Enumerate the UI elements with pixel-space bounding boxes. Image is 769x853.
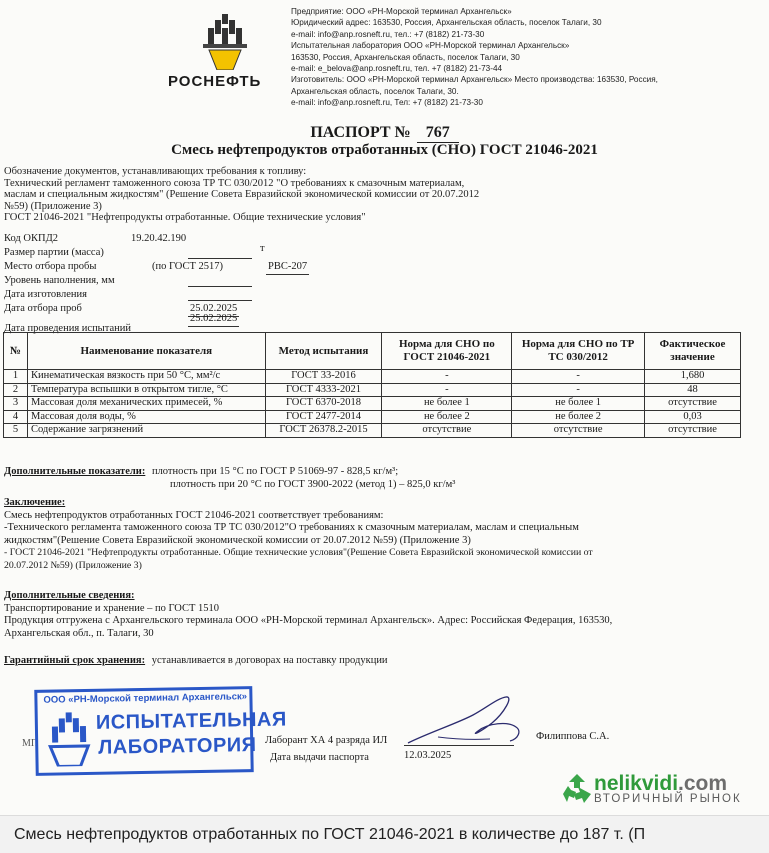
header-line: e-mail: info@anp.rosneft.ru, тел.: +7 (8182) 21-73-30 — [291, 29, 485, 39]
norm-trts: - — [512, 383, 645, 397]
column-header: Метод испытания — [265, 333, 382, 370]
column-header: № — [4, 333, 28, 370]
fill-level-value — [188, 274, 252, 287]
conclusion-block — [4, 497, 746, 572]
sample-fields — [4, 232, 308, 334]
parameter-name: Содержание загрязнений — [27, 424, 265, 438]
density-20: плотность при 20 °С по ГОСТ 3900-2022 (метод 1) – 825,0 кг/м³ — [170, 478, 456, 490]
sampling-place-label: Место отбора пробы — [4, 261, 97, 272]
passport-title — [0, 124, 769, 143]
header-line: Архангельская область, поселок Талаги, 30. — [291, 86, 459, 96]
header-line: 163530, Россия, Архангельская область, поселок Талаги, 30 — [291, 52, 520, 62]
parameter-name: Кинематическая вязкость при 50 °С, мм²/с — [27, 370, 265, 384]
parameter-name: Массовая доля механических примесей, % — [27, 397, 265, 411]
actual-value: отсутствие — [645, 424, 741, 438]
norm-trts: отсутствие — [512, 424, 645, 438]
table-header-row — [4, 333, 741, 370]
norm-gost: - — [382, 370, 512, 384]
requirements-line: Обозначение документов, устанавливающих требования к топливу: — [4, 166, 307, 177]
test-method: ГОСТ 33-2016 — [265, 370, 382, 384]
column-header: Норма для СНО по ГОСТ 21046-2021 — [382, 333, 512, 370]
issue-date-value: 12.03.2025 — [404, 750, 452, 761]
row-number: 3 — [4, 397, 28, 411]
actual-value: 48 — [645, 383, 741, 397]
table-row — [4, 424, 741, 438]
issue-date-label: Дата выдачи паспорта — [270, 752, 369, 763]
norm-trts: - — [512, 370, 645, 384]
table-row — [4, 370, 741, 384]
requirements-block — [4, 166, 744, 224]
additional-indicators — [4, 466, 746, 491]
sampling-date-value: 25.02.2025 — [188, 302, 239, 317]
sampling-place-value: РВС-207 — [266, 260, 309, 275]
parameter-name: Температура вспышки в открытом тигле, °С — [27, 383, 265, 397]
test-method: ГОСТ 2477-2014 — [265, 410, 382, 424]
row-number: 5 — [4, 424, 28, 438]
recycle-icon — [560, 772, 594, 806]
fill-level-label: Уровень наполнения, мм — [4, 275, 115, 286]
column-header: Норма для СНО по ТР ТС 030/2012 — [512, 333, 645, 370]
norm-gost: не более 1 — [382, 397, 512, 411]
header-line: Юридический адрес: 163530, Россия, Архангельская область, поселок Талаги, 30 — [291, 18, 602, 28]
watermark-brand-prefix: nelikvidi — [594, 772, 679, 795]
requirements-line: №59) (Приложение 3) — [4, 200, 102, 212]
requirements-line: маслам и специальным жидкостям" (Решение Совета Евразийской экономической комиссии от 20.07.2012 — [4, 189, 480, 201]
batch-unit: т — [260, 243, 265, 254]
table-body — [4, 370, 741, 438]
norm-trts: не более 2 — [512, 410, 645, 424]
signer-position: Лаборант ХА 4 разряда ИЛ — [265, 735, 388, 746]
sampling-place-gost: (по ГОСТ 2517) — [152, 261, 224, 272]
test-date-label: Дата проведения испытаний — [4, 323, 131, 334]
header-line: e-mail: info@anp.rosneft.ru, Тел: +7 (8182) 21-73-30 — [291, 98, 483, 108]
row-number: 4 — [4, 410, 28, 424]
logo-text: РОСНЕФТЬ — [168, 73, 262, 90]
table-row — [4, 397, 741, 411]
stamp-line-1: ИСПЫТАТЕЛЬНАЯ — [95, 708, 287, 734]
conclusion-line: - ГОСТ 21046-2021 "Нефтепродукты отработанные. Общие технические условия"(Решение Совета Евразийской экономической комиссии от — [4, 547, 593, 558]
table-row — [4, 383, 741, 397]
actual-value: отсутствие — [645, 397, 741, 411]
header-line: Предприятие: ООО «РН-Морской терминал Архангельск» — [291, 7, 512, 16]
conclusion-line: -Технического регламента таможенного союза ТР ТС 030/2012"О требованиях к смазочным материалам, маслам и специальным — [4, 522, 579, 533]
additional-info-line: Архангельская обл., п. Талаги, 30 — [4, 627, 154, 639]
norm-gost: не более 2 — [382, 410, 512, 424]
warranty-label: Гарантийный срок хранения: — [4, 655, 146, 666]
warranty-text: устанавливается в договорах на поставку продукции — [151, 655, 388, 666]
watermark-subtitle: ВТОРИЧНЫЙ РЫНОК — [594, 793, 742, 805]
norm-trts: не более 1 — [512, 397, 645, 411]
test-method: ГОСТ 4333-2021 — [265, 383, 382, 397]
rosneft-logo-icon — [203, 14, 247, 70]
parameters-table — [3, 332, 741, 438]
header-line: e-mail: e_belova@anp.rosneft.ru, тел. +7 (8182) 21-73-44 — [291, 64, 503, 74]
requirements-line: Технический регламент таможенного союза ТР ТС 030/2012 "О требованиях к смазочным материалам, — [4, 177, 465, 189]
additional-info-line: Продукция отгружена с Архангельского терминала ООО «РН-Морской терминал Архангельск». Адрес: Российская Федерация, 163530, — [4, 615, 613, 626]
table-row — [4, 410, 741, 424]
column-header: Фактическое значение — [645, 333, 741, 370]
norm-gost: - — [382, 383, 512, 397]
actual-value: 0,03 — [645, 410, 741, 424]
conclusion-label: Заключение: — [4, 497, 66, 508]
test-method: ГОСТ 6370-2018 — [265, 397, 382, 411]
additional-indicators-label: Дополнительные показатели: — [4, 466, 146, 477]
row-number: 1 — [4, 370, 28, 384]
additional-info-label: Дополнительные сведения: — [4, 590, 135, 601]
test-date-value: 25.02.2025 — [188, 312, 239, 327]
stamp-place-mark: МП — [22, 738, 39, 749]
additional-info-block — [4, 590, 746, 640]
density-15: плотность при 15 °С по ГОСТ Р 51069-97 - 828,5 кг/м³; — [151, 466, 399, 477]
passport-number: 767 — [417, 124, 459, 143]
stamp-logo-icon — [46, 712, 93, 767]
parameter-name: Массовая доля воды, % — [27, 410, 265, 424]
row-number: 2 — [4, 383, 28, 397]
batch-label: Размер партии (масса) — [4, 247, 104, 258]
laboratory-stamp — [34, 686, 287, 776]
column-header: Наименование показателя — [27, 333, 265, 370]
conclusion-line: Смесь нефтепродуктов отработанных ГОСТ 21046-2021 соответствует требованиям: — [4, 509, 384, 521]
product-title: Смесь нефтепродуктов отработанных (СНО) ГОСТ 21046-2021 — [171, 142, 598, 158]
batch-value — [188, 246, 252, 259]
image-caption: Смесь нефтепродуктов отработанных по ГОСТ 21046-2021 в количестве до 187 т. (П — [0, 815, 769, 853]
stamp-company: ООО «РН-Морской терминал Архангельск» — [43, 691, 248, 706]
manufacture-date-value — [188, 288, 252, 301]
additional-info-line: Транспортирование и хранение – по ГОСТ 1510 — [4, 602, 220, 614]
company-header — [291, 6, 751, 109]
warranty-block — [4, 655, 746, 668]
okpd-label: Код ОКПД2 — [4, 233, 58, 244]
test-method: ГОСТ 26378.2-2015 — [265, 424, 382, 438]
signer-name: Филиппова С.А. — [536, 731, 610, 742]
signature-icon — [398, 693, 538, 751]
conclusion-line: 20.07.2012 №59) (Приложение 3) — [4, 559, 142, 571]
okpd-value: 19.20.42.190 — [131, 233, 187, 244]
header-line: Изготовитель: ООО «РН-Морской терминал Архангельск» Место производства: 163530, Россия, — [291, 75, 658, 85]
header-line: Испытательная лаборатория ООО «РН-Морской терминал Архангельск» — [291, 41, 570, 51]
sampling-date-label: Дата отбора проб — [4, 303, 82, 314]
passport-label: ПАСПОРТ № — [310, 124, 411, 141]
actual-value: 1,680 — [645, 370, 741, 384]
watermark-brand-suffix: .com — [678, 772, 728, 795]
conclusion-line: жидкостям"(Решение Совета Евразийской экономической комиссии от 20.07.2012 №59) (Приложение 3) — [4, 534, 471, 546]
manufacture-date-label: Дата изготовления — [4, 289, 87, 300]
requirements-line: ГОСТ 21046-2021 "Нефтепродукты отработанные. Общие технические условия" — [4, 212, 366, 224]
stamp-line-2: ЛАБОРАТОРИЯ — [98, 734, 257, 759]
norm-gost: отсутствие — [382, 424, 512, 438]
